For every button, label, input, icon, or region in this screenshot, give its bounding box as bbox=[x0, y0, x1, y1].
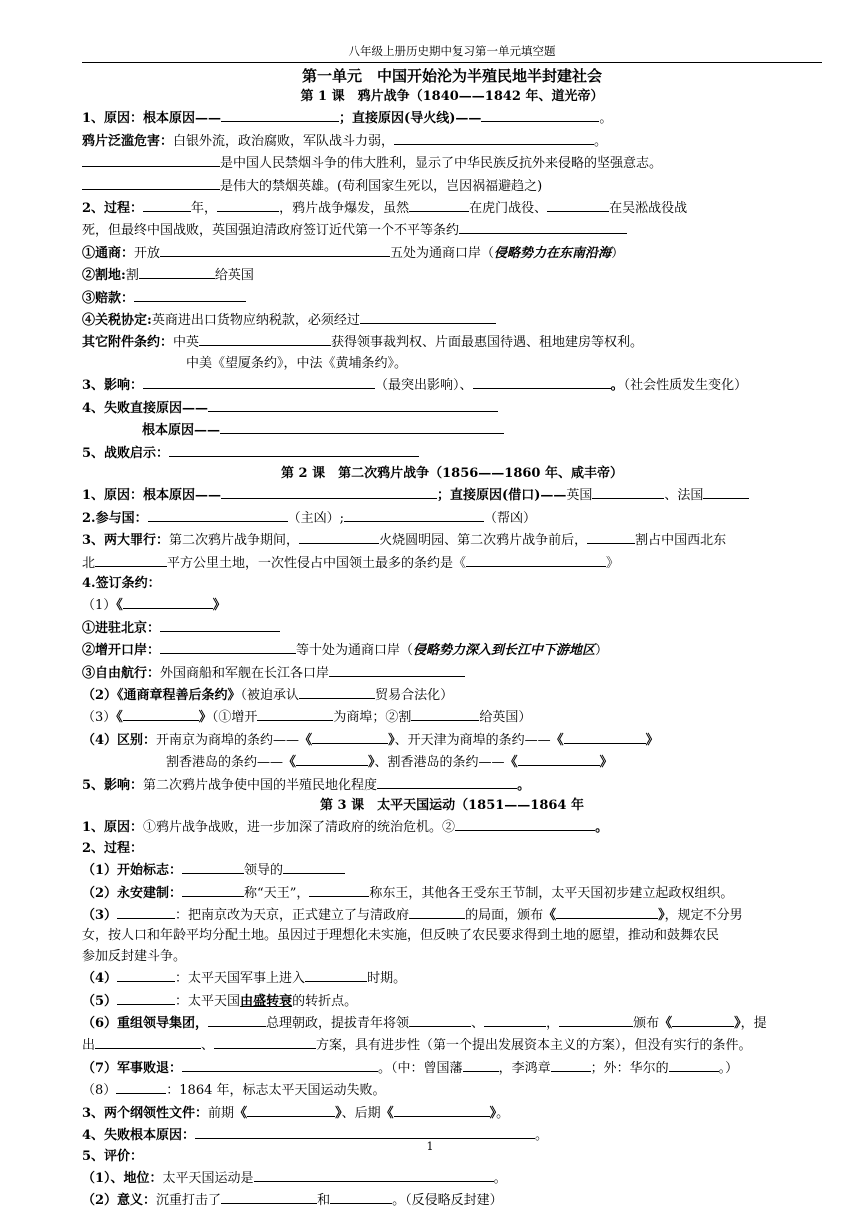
blank[interactable] bbox=[547, 197, 609, 212]
blank[interactable] bbox=[123, 706, 199, 721]
lesson2-line-ports: ②增开口岸： 等十处为通商口岸（侵略势力深入到长江中下游地区） bbox=[82, 639, 822, 661]
blank[interactable] bbox=[409, 197, 469, 212]
blank[interactable] bbox=[182, 882, 244, 897]
blank[interactable] bbox=[217, 197, 279, 212]
blank[interactable] bbox=[116, 1079, 166, 1094]
blank[interactable] bbox=[518, 751, 600, 766]
blank[interactable] bbox=[182, 1057, 378, 1072]
blank[interactable] bbox=[117, 990, 175, 1005]
lesson3-line-process: 2、过程： bbox=[82, 840, 144, 856]
blank[interactable] bbox=[409, 904, 465, 919]
lesson1-line-annex2: 中美《望厦条约》，中法《黄埔条约》。 bbox=[186, 355, 408, 371]
blank[interactable] bbox=[296, 751, 368, 766]
blank[interactable] bbox=[394, 130, 594, 145]
blank[interactable] bbox=[463, 1057, 499, 1072]
blank[interactable] bbox=[484, 1012, 546, 1027]
blank[interactable] bbox=[123, 594, 213, 609]
lesson1-line-harm: 鸦片泛滥危害：白银外流，政治腐败，军队战斗力弱， 。 bbox=[82, 130, 822, 152]
blank[interactable] bbox=[221, 107, 339, 122]
blank[interactable] bbox=[169, 442, 419, 457]
blank[interactable] bbox=[82, 152, 220, 167]
lesson3-line-evaluation: 5、评价： bbox=[82, 1148, 144, 1164]
blank[interactable] bbox=[199, 331, 331, 346]
blank[interactable] bbox=[254, 1167, 494, 1182]
blank[interactable] bbox=[247, 1102, 335, 1117]
lesson2-line-treaty3: （3）《 》（①增开 为商埠；②割 给英国） bbox=[82, 706, 822, 728]
lesson3-line-failure: （8） ：1864 年，标志太平天国运动失败。 bbox=[82, 1079, 822, 1101]
lesson2-line-navigation: ③自由航行：外国商船和军舰在长江各口岸 bbox=[82, 662, 822, 684]
blank[interactable] bbox=[672, 1012, 734, 1027]
lesson1-line-hero: 是伟大的禁烟英雄。(苟利国家生死以，岂因祸福避趋之) bbox=[82, 175, 822, 197]
blank[interactable] bbox=[220, 419, 504, 434]
blank[interactable] bbox=[312, 729, 388, 744]
blank[interactable] bbox=[143, 197, 191, 212]
blank[interactable] bbox=[117, 967, 175, 982]
blank[interactable] bbox=[148, 507, 288, 522]
blank[interactable] bbox=[330, 1189, 392, 1204]
lesson3-line-plan: 出 、 方案，具有进步性（第一个提出发展资本主义的方案），但没有实行的条件。 bbox=[82, 1034, 822, 1056]
lesson2-line-beijing: ①进驻北京： bbox=[82, 617, 822, 639]
lesson2-line-treaties: 4.签订条约： bbox=[82, 575, 161, 591]
lesson1-line-tariff: ④关税协定:英商进出口货物应纳税款，必须经过 bbox=[82, 309, 822, 331]
blank[interactable] bbox=[394, 1102, 490, 1117]
lesson2-line-countries: 2.参与国： （主凶）; （帮凶） bbox=[82, 507, 822, 529]
worksheet-body bbox=[82, 66, 822, 1212]
lesson3-line-peak: （4） ：太平天国军事上进入 时期。 bbox=[82, 967, 822, 989]
lesson3-line-documents: 3、两个纲领性文件：前期《 》、后期《 》。 bbox=[82, 1102, 822, 1124]
blank[interactable] bbox=[208, 397, 498, 412]
lesson3-line-yongan: （2）永安建制： 称“天王”， 称东王，其他各王受东王节制，太平天国初步建立起政权组织。 bbox=[82, 882, 822, 904]
blank[interactable] bbox=[703, 484, 749, 499]
blank[interactable] bbox=[473, 374, 611, 389]
lesson2-line-crimes: 3、两大罪行：第二次鸦片战争期间， 火烧圆明园、第二次鸦片战争前后， 割占中国西北东 bbox=[82, 529, 822, 551]
blank[interactable] bbox=[299, 529, 379, 544]
blank[interactable] bbox=[95, 552, 167, 567]
blank[interactable] bbox=[564, 729, 646, 744]
lesson1-line-indemnity: ③赔款： bbox=[82, 287, 822, 309]
lesson3-line-root-cause: 4、失败根本原因： 。 bbox=[82, 1124, 822, 1146]
blank[interactable] bbox=[160, 639, 296, 654]
lesson3-line-significance: （2）意义：沉重打击了 和 。（反侵略反封建） bbox=[82, 1189, 822, 1211]
blank[interactable] bbox=[283, 859, 345, 874]
blank[interactable] bbox=[587, 529, 635, 544]
blank[interactable] bbox=[214, 1034, 316, 1049]
blank[interactable] bbox=[559, 1012, 633, 1027]
lesson3-line-capital: （3） ：把南京改为天京，正式建立了与清政府 的局面，颁布《 》，规定不分男 bbox=[82, 904, 822, 926]
lesson1-line-lesson: 5、战败启示： bbox=[82, 442, 822, 464]
lesson1-line-trade: ①通商：开放 五处为通商口岸（侵略势力在东南沿海） bbox=[82, 242, 822, 264]
lesson2-line-territory: 北 平方公里土地，一次性侵占中国领土最多的条约是《 》 bbox=[82, 552, 822, 574]
blank[interactable] bbox=[360, 309, 496, 324]
blank[interactable] bbox=[329, 662, 465, 677]
page-number: 1 bbox=[426, 1140, 434, 1153]
lesson3-line-reorg: （6）重组领导集团， 总理朝政，提拔青年将领 、 ， 颁布《 》，提 bbox=[82, 1012, 822, 1034]
lesson1-line-land: ②割地:割 给英国 bbox=[82, 264, 822, 286]
blank[interactable] bbox=[221, 484, 437, 499]
lesson3-line-cause: 1、原因：①鸦片战争战败，进一步加深了清政府的统治危机。② 。 bbox=[82, 816, 822, 838]
blank[interactable] bbox=[377, 774, 517, 789]
blank[interactable] bbox=[257, 706, 333, 721]
blank[interactable] bbox=[466, 552, 606, 567]
blank[interactable] bbox=[669, 1057, 719, 1072]
lesson1-line-cause: 1、原因：根本原因—— ；直接原因(导火线)—— 。 bbox=[82, 107, 822, 129]
unit-title: 第一单元 中国开始沦为半殖民地半封建社会 bbox=[301, 67, 602, 85]
lesson1-line-treaty: 死，但最终中国战败，英国强迫清政府签订近代第一个不平等条约 bbox=[82, 219, 822, 241]
blank[interactable] bbox=[592, 484, 664, 499]
blank[interactable] bbox=[117, 904, 175, 919]
lesson1-title: 第 1 课 鸦片战争（1840——1842 年、道光帝） bbox=[300, 89, 604, 104]
lesson3-line-land2: 参加反封建斗争。 bbox=[82, 948, 187, 964]
blank[interactable] bbox=[195, 1124, 535, 1139]
blank[interactable] bbox=[160, 617, 280, 632]
lesson3-line-start: （1）开始标志： 领导的 bbox=[82, 859, 822, 881]
lesson2-line-impact: 5、影响：第二次鸦片战争使中国的半殖民地化程度 。 bbox=[82, 774, 822, 796]
blank[interactable] bbox=[139, 264, 215, 279]
lesson2-line-tariff-treaty: （2）《通商章程善后条约》（被迫承认 贸易合法化） bbox=[82, 684, 822, 706]
blank[interactable] bbox=[182, 859, 244, 874]
blank[interactable] bbox=[160, 242, 390, 257]
blank[interactable] bbox=[82, 175, 220, 190]
blank[interactable] bbox=[411, 706, 479, 721]
lesson2-line-hongkong: 割香港岛的条约——《 》、割香港岛的条约——《 》 bbox=[82, 751, 822, 773]
lesson2-line-treaty1: （1）《 》 bbox=[82, 594, 822, 616]
blank[interactable] bbox=[481, 107, 599, 122]
lesson3-line-status: （1）、地位：太平天国运动是 。 bbox=[82, 1167, 822, 1189]
blank[interactable] bbox=[459, 219, 627, 234]
lesson1-line-impact: 3、影响： （最突出影响）、 。（社会性质发生变化） bbox=[82, 374, 822, 396]
blank[interactable] bbox=[221, 1189, 317, 1204]
blank[interactable] bbox=[409, 1012, 471, 1027]
blank[interactable] bbox=[556, 904, 658, 919]
blank[interactable] bbox=[305, 967, 367, 982]
blank[interactable] bbox=[143, 374, 375, 389]
lesson2-line-cause: 1、原因：根本原因—— ；直接原因(借口)——英国 、法国 bbox=[82, 484, 822, 506]
blank[interactable] bbox=[299, 684, 375, 699]
lesson3-title: 第 3 课 太平天国运动（1851——1864 年 bbox=[320, 798, 584, 813]
lesson1-line-annex: 其它附件条约：中英 获得领事裁判权、片面最惠国待遇、租地建房等权利。 bbox=[82, 331, 822, 353]
lesson1-line-fail-root: 根本原因—— bbox=[82, 419, 822, 441]
lesson3-line-turning: （5） ：太平天国由盛转衰的转折点。 bbox=[82, 990, 822, 1012]
blank[interactable] bbox=[134, 287, 246, 302]
lesson2-line-difference: （4）区别：开南京为商埠的条约——《 》、开天津为商埠的条约——《 》 bbox=[82, 729, 822, 751]
blank[interactable] bbox=[208, 1012, 266, 1027]
blank[interactable] bbox=[551, 1057, 591, 1072]
lesson3-line-land: 女，按人口和年龄平均分配土地。虽因过于理想化未实施，但反映了农民要求得到土地的愿望，推动和鼓舞农民 bbox=[82, 928, 720, 944]
lesson1-line-victory: 是中国人民禁烟斗争的伟大胜利，显示了中华民族反抗外来侵略的坚强意志。 bbox=[82, 152, 822, 174]
blank[interactable] bbox=[344, 507, 484, 522]
lesson1-line-fail-direct: 4、失败直接原因—— bbox=[82, 397, 822, 419]
lesson3-line-retreat: （7）军事败退： 。（中：曾国藩 ，李鸿章 ；外：华尔的 。） bbox=[82, 1057, 822, 1079]
page-header: 八年级上册历史期中复习第一单元填空题 bbox=[82, 40, 822, 63]
lesson2-title: 第 2 课 第二次鸦片战争（1856——1860 年、咸丰帝） bbox=[281, 465, 623, 481]
lesson1-line-process: 2、过程： 年， ，鸦片战争爆发，虽然 在虎门战役、 在吴淞战役战 bbox=[82, 197, 822, 219]
blank[interactable] bbox=[455, 816, 595, 831]
blank[interactable] bbox=[309, 882, 369, 897]
blank[interactable] bbox=[95, 1034, 201, 1049]
